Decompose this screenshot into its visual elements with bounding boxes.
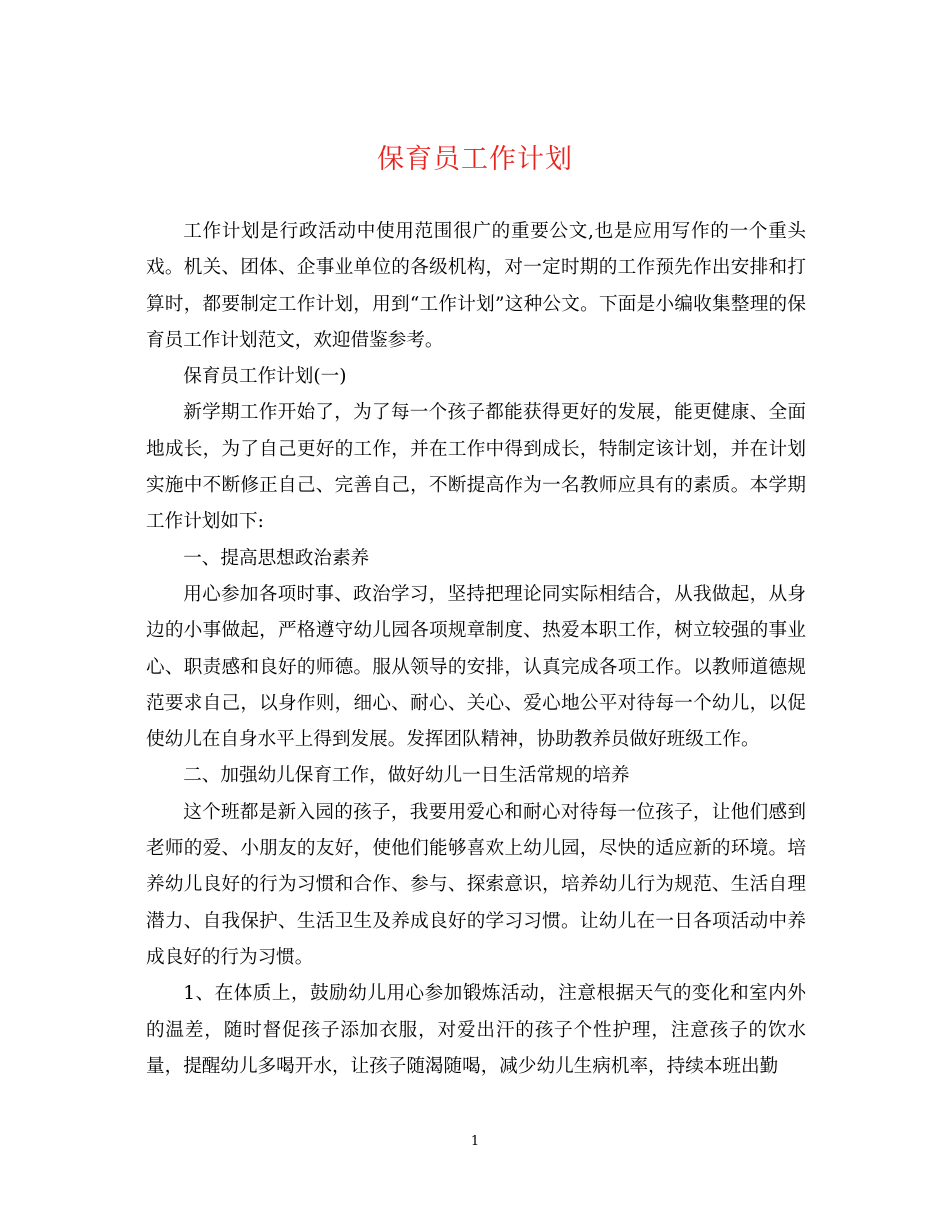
page-number: 1: [470, 1134, 480, 1149]
section-heading-care: 二、加强幼儿保育工作，做好幼儿一日生活常规的培养: [183, 765, 630, 787]
paragraph-physique: 1、在体质上，鼓励幼儿用心参加锻炼活动，注意根据天气的变化和室内外的温差，随时督促孩子添加衣服，对爱出汗的孩子个性护理，注意孩子的饮水量，提醒幼儿多喝开水，让孩子随渴随喝，减少幼儿生病机率，持续本班出勤: [146, 983, 806, 1077]
paragraph-care: 这个班都是新入园的孩子，我要用爱心和耐心对待每一位孩子，让他们感到老师的爱、小朋友的友好，使他们能够喜欢上幼儿园，尽快的适应新的环境。培养幼儿良好的行为习惯和合作、参与、探索意识，培养幼儿行为规范、生活自理潜力、自我保护、生活卫生及养成良好的学习习惯。让幼儿在一日各项活动中养成良好的行为习惯。: [146, 801, 806, 968]
paragraph-intro: 工作计划是行政活动中使用范围很广的重要公文,也是应用写作的一个重头戏。机关、团体、企事业单位的各级机构，对一定时期的工作预先作出安排和打算时，都要制定工作计划，用到“工作计划”这种公文。下面是小编收集整理的保育员工作计划范文，欢迎借鉴参考。: [146, 221, 806, 351]
document-body: [146, 214, 806, 1085]
section-heading-political: 一、提高思想政治素养: [183, 547, 370, 569]
document-title: 保育员工作计划: [377, 144, 573, 175]
section-heading-plan-one: 保育员工作计划(一): [183, 366, 347, 388]
paragraph-plan-overview: 新学期工作开始了，为了每一个孩子都能获得更好的发展，能更健康、全面地成长，为了自己更好的工作，并在工作中得到成长，特制定该计划，并在计划实施中不断修正自己、完善自己，不断提高作为一名教师应具有的素质。本学期工作计划如下:: [146, 402, 806, 533]
paragraph-political: 用心参加各项时事、政治学习，坚持把理论同实际相结合，从我做起，从身边的小事做起，严格遵守幼儿园各项规章制度、热爱本职工作，树立较强的事业心、职责感和良好的师德。服从领导的安排，认真完成各项工作。以教师道德规范要求自己，以身作则，细心、耐心、关心、爱心地公平对待每一个幼儿，以促使幼儿在自身水平上得到发展。发挥团队精神，协助教养员做好班级工作。: [146, 583, 806, 751]
